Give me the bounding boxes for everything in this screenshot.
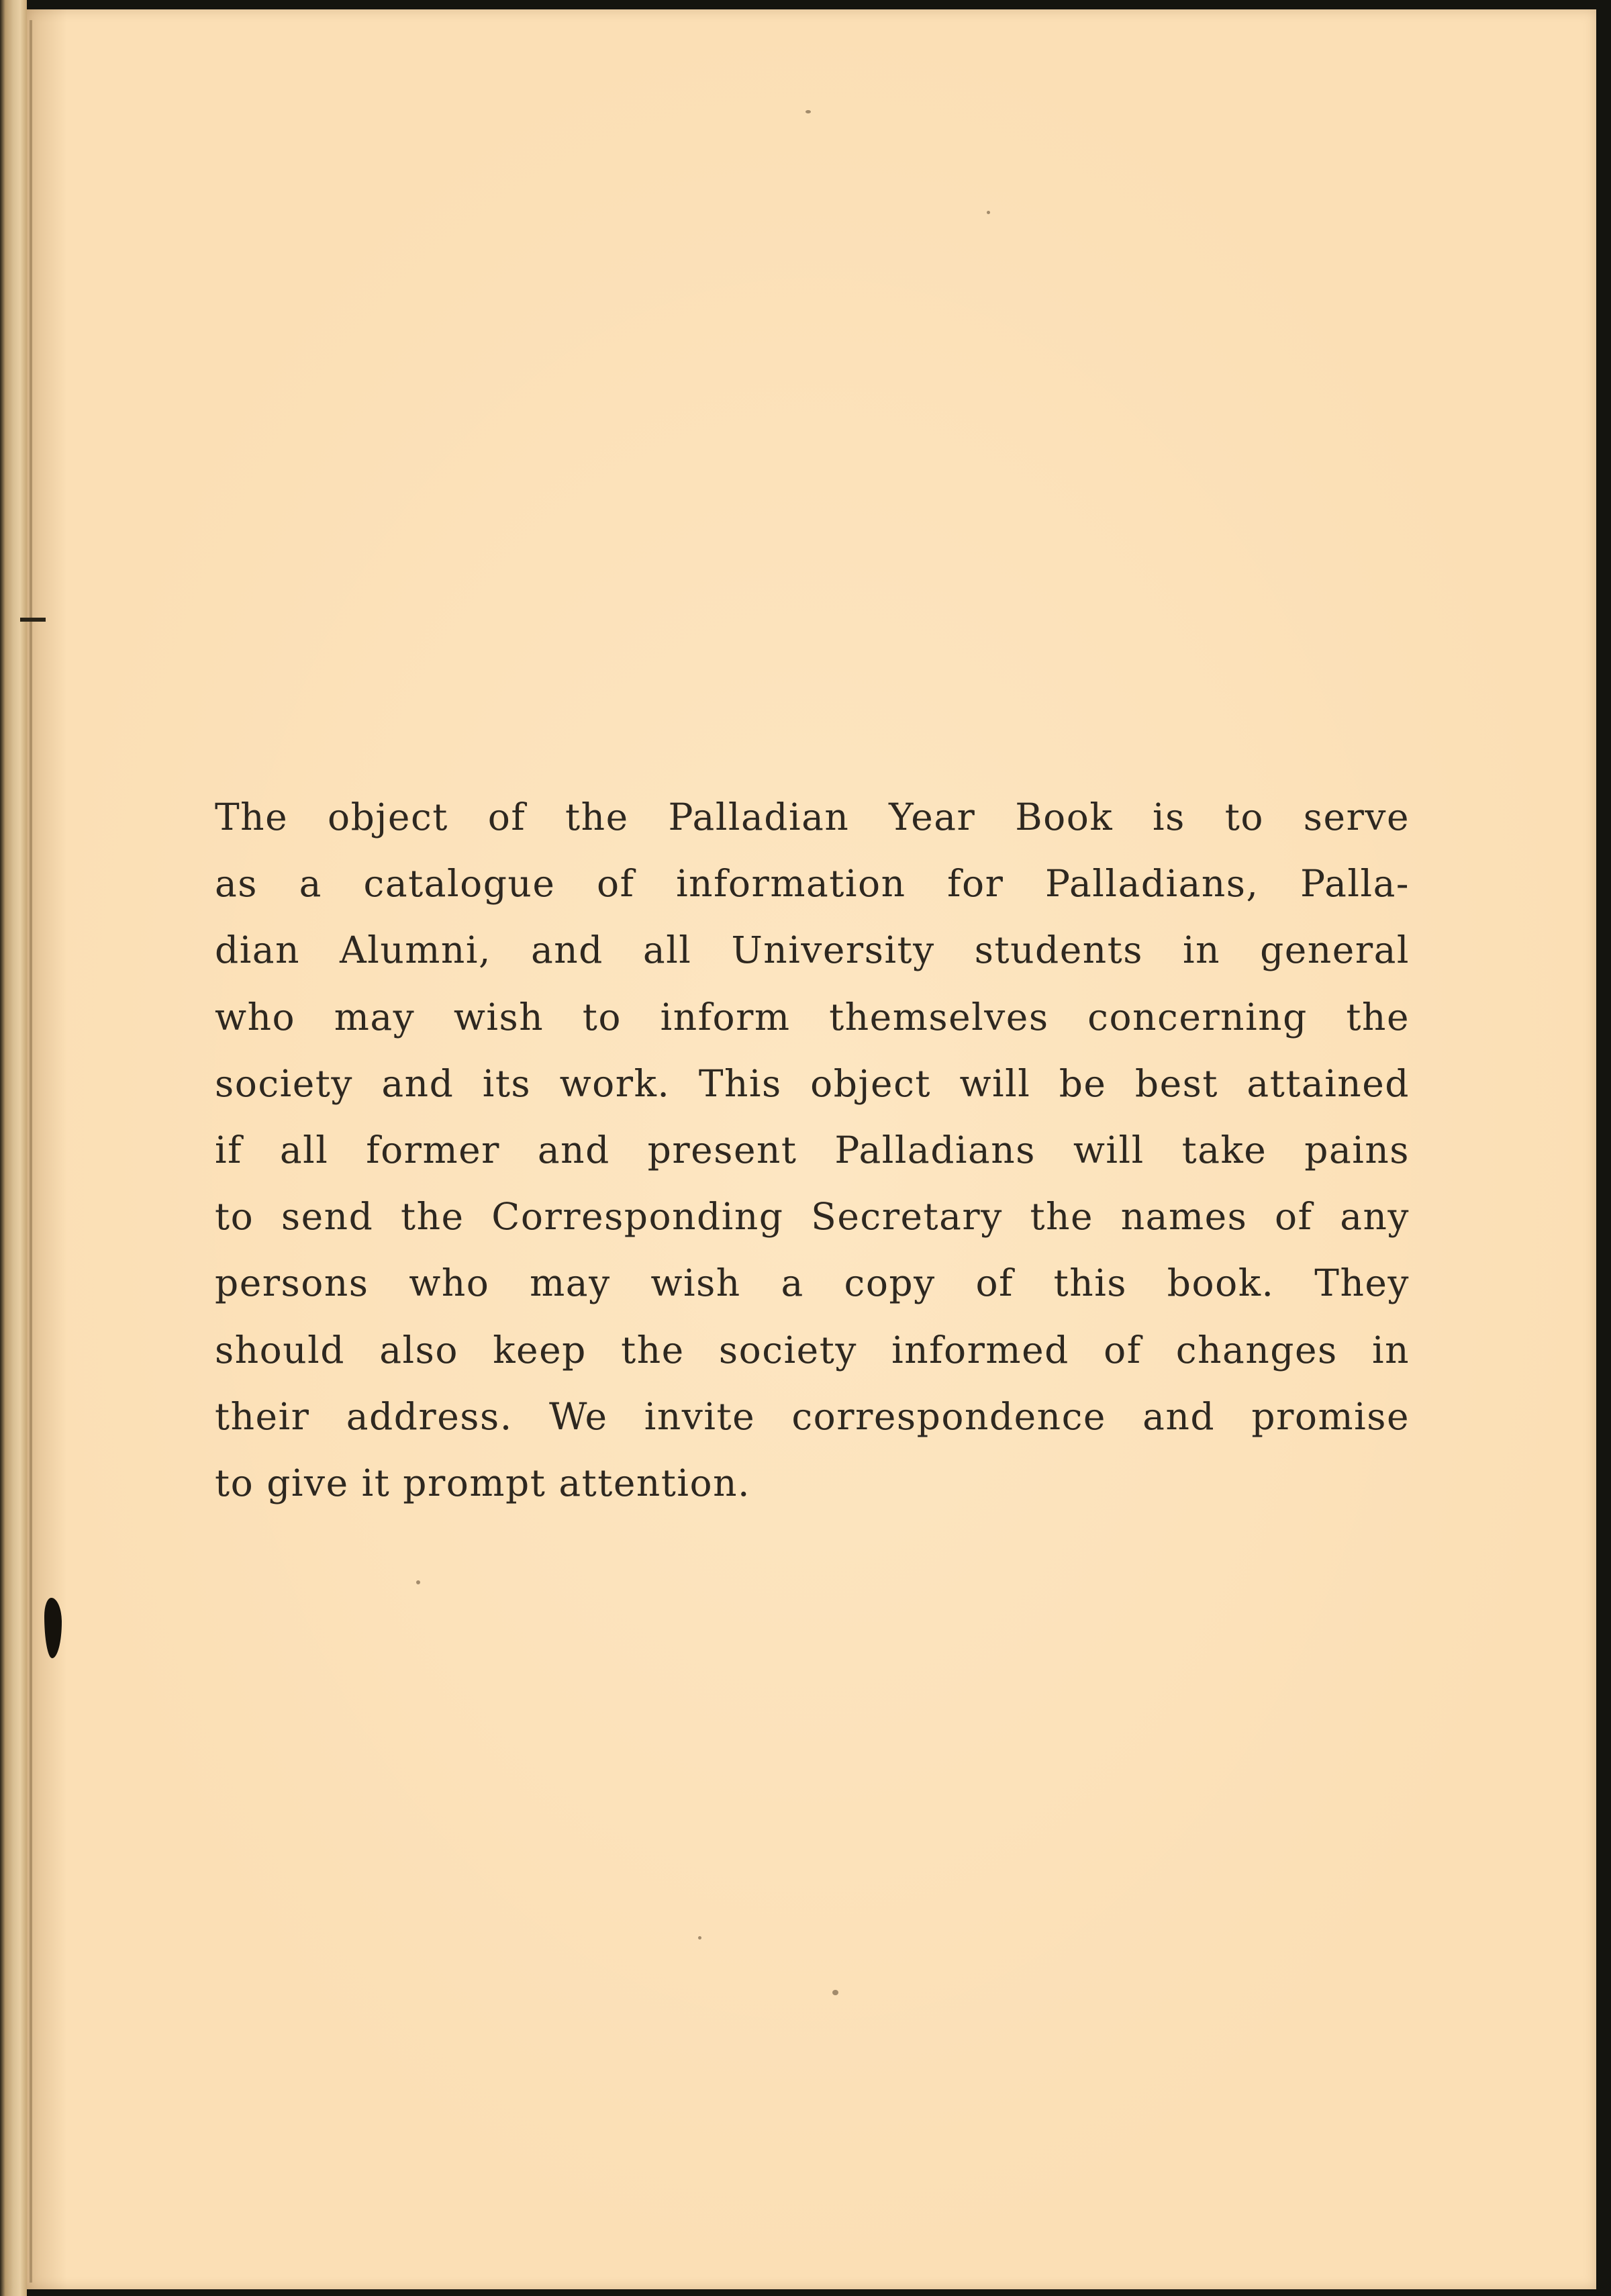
paragraph-line: who may wish to inform themselves concerning the — [215, 995, 1410, 1039]
paragraph-line: should also keep the society informed of changes in — [215, 1328, 1410, 1372]
paragraph-line: persons who may wish a copy of this book. They — [215, 1261, 1410, 1305]
paper-speck — [698, 1936, 701, 1940]
paragraph-line: to send the Corresponding Secretary the names of any — [215, 1195, 1410, 1239]
binding-edge — [0, 0, 27, 2296]
paragraph-line: if all former and present Palladians will take pains — [215, 1129, 1410, 1172]
paragraph-line: The object of the Palladian Year Book is to serve — [215, 796, 1410, 839]
paragraph-line: their address. We invite correspondence and promise — [215, 1394, 1410, 1438]
paper-speck — [832, 1990, 838, 1995]
paragraph-line: as a catalogue of information for Palladians, Palla- — [215, 862, 1410, 906]
paper-speck — [987, 211, 990, 214]
binding-notch — [20, 618, 46, 622]
binding-line — [30, 20, 32, 2283]
paper-speck — [416, 1580, 420, 1584]
paragraph-line: to give it prompt attention. — [215, 1462, 751, 1505]
paragraph — [215, 784, 1410, 1517]
paper-speck — [806, 110, 811, 113]
paragraph-line: dian Alumni, and all University students in general — [215, 928, 1410, 972]
paragraph-line: society and its work. This object will be best attained — [215, 1061, 1410, 1105]
